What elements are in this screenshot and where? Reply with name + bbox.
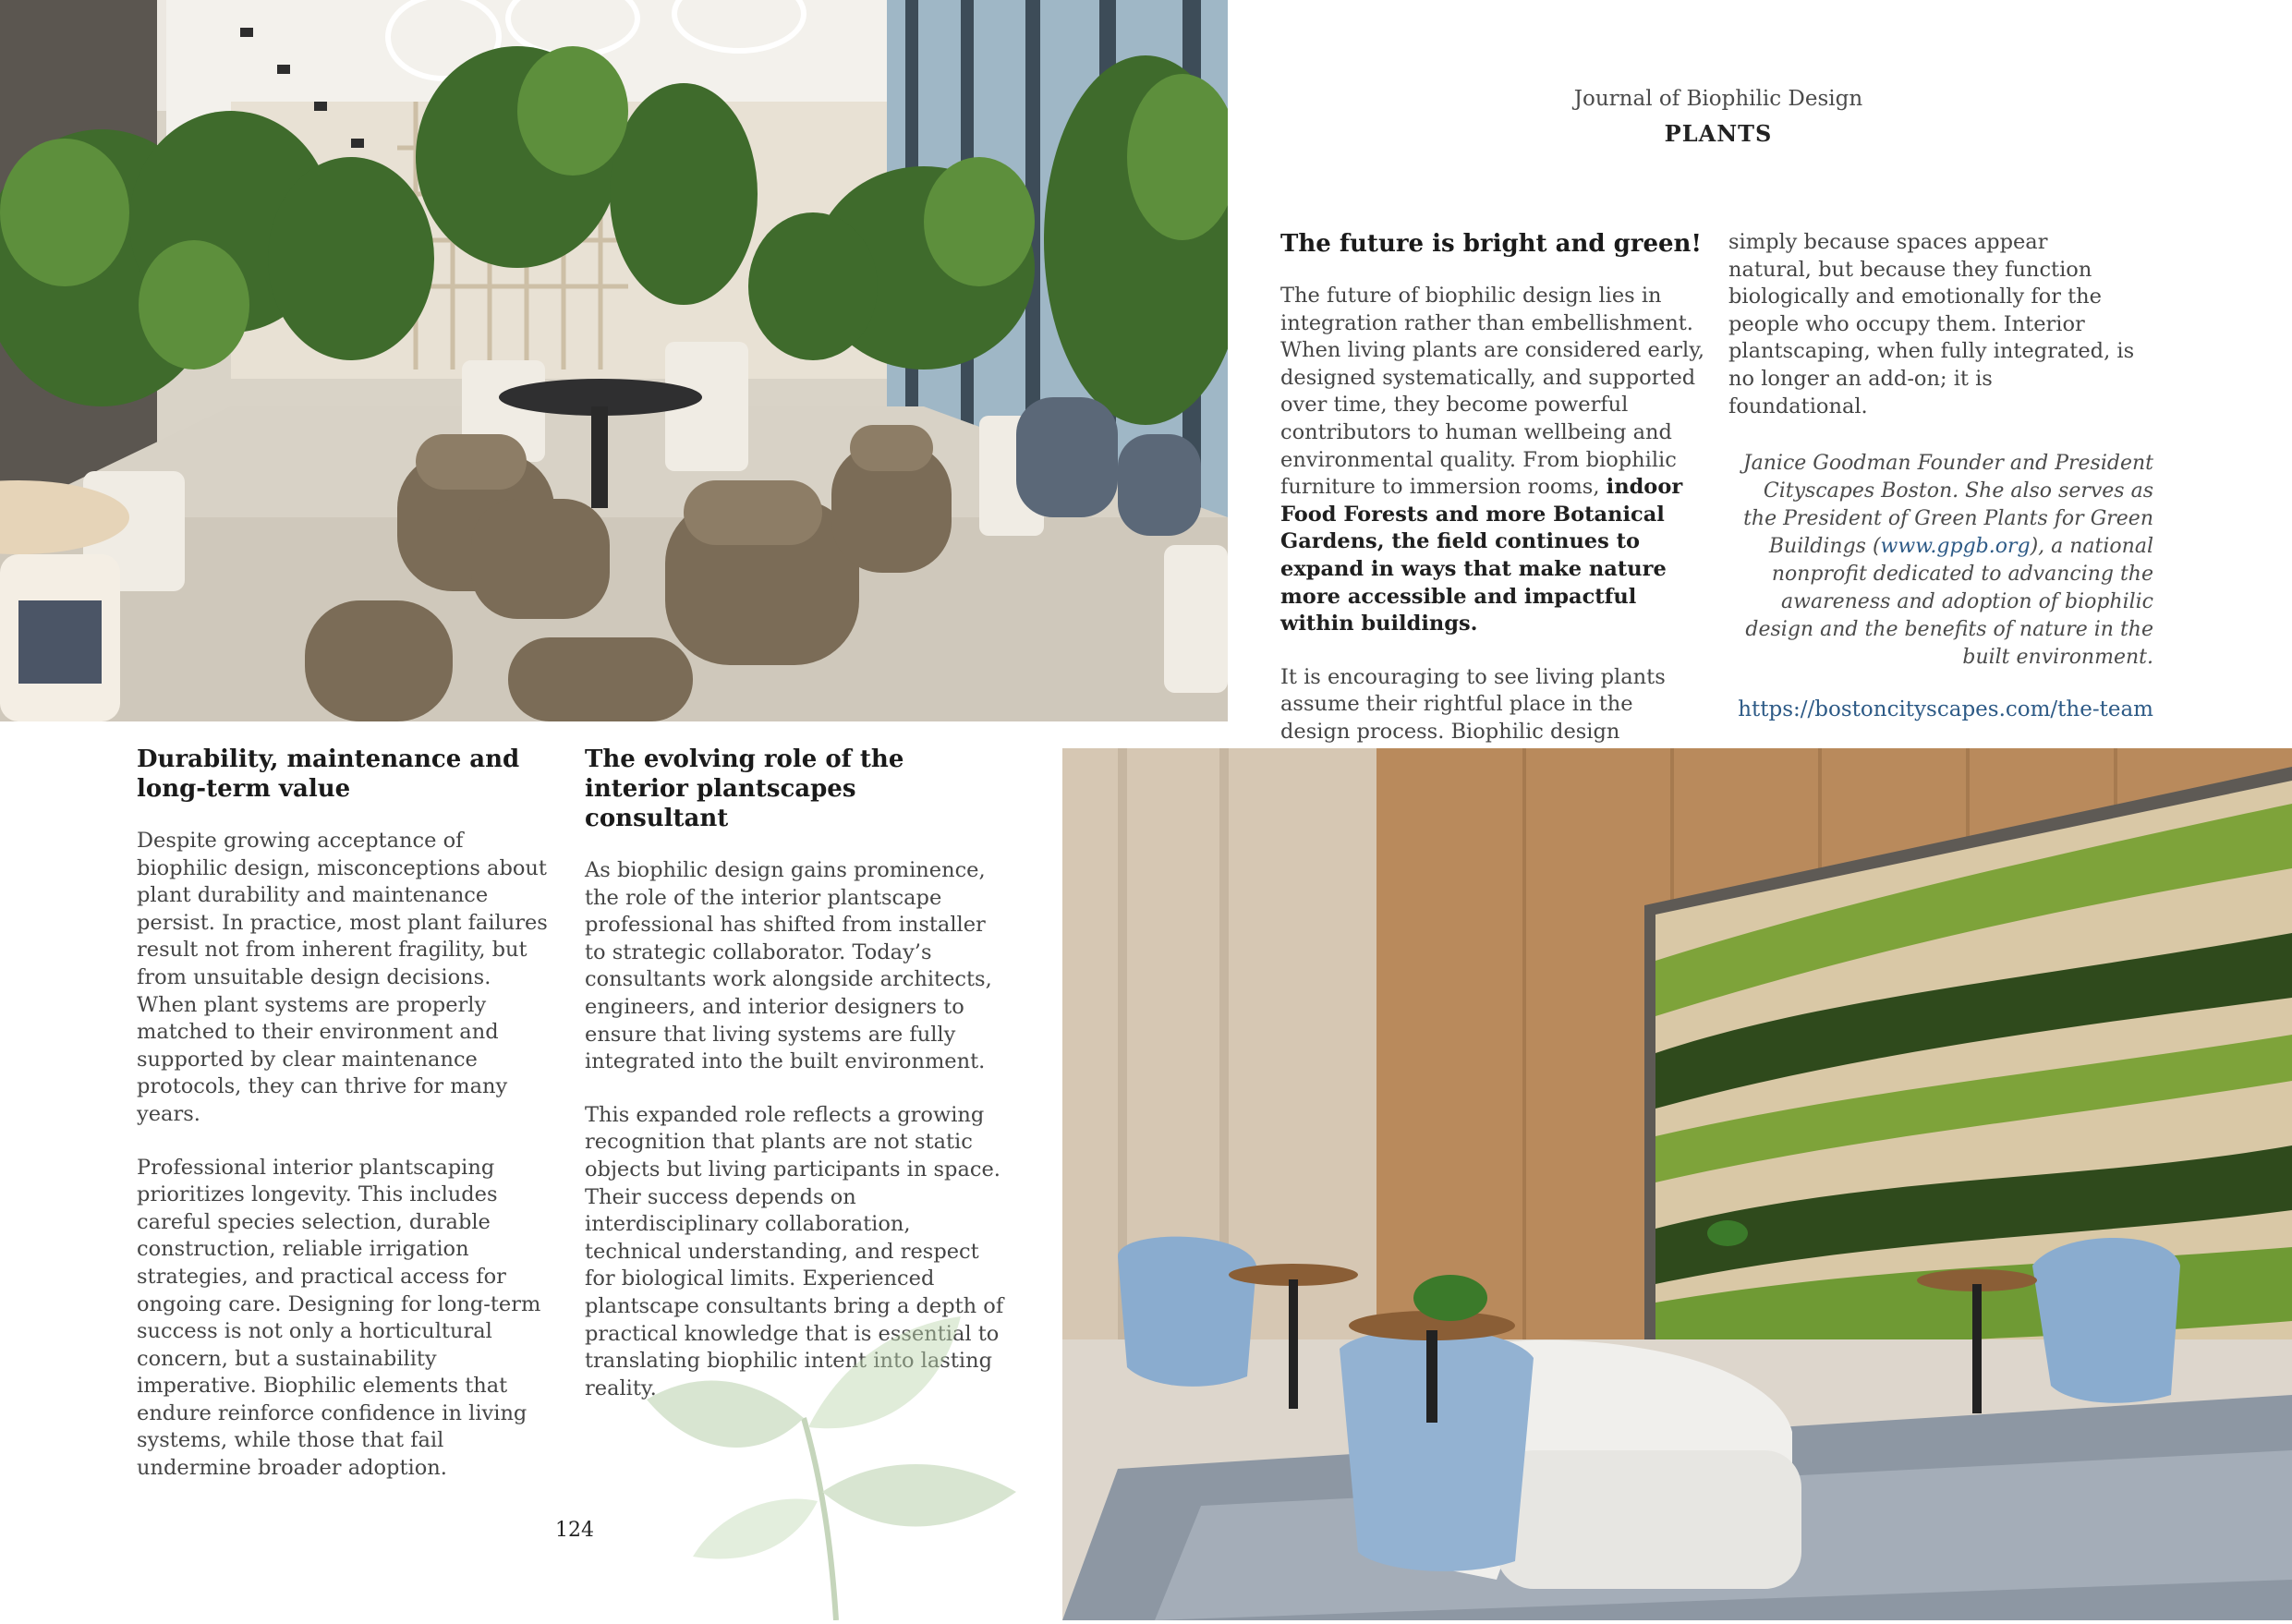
future-heading: The future is bright and green! xyxy=(1280,230,1702,258)
durability-column xyxy=(137,745,557,1509)
journal-title: Journal of Biophilic Design xyxy=(1573,87,1863,111)
moss-wall-photo xyxy=(1062,748,2292,1620)
evolving-heading: The evolving role of the interior plantscapes consultant xyxy=(585,745,904,832)
bio-text-end: ), a national nonprofit dedicated to advancing the awareness and adoption of biophilic design and the benefits of nature in the built environment. xyxy=(1745,535,2153,669)
gpgb-link[interactable]: www.gpgb.org xyxy=(1880,535,2031,558)
durability-heading: Durability, maintenance and long-term value xyxy=(137,745,520,803)
future-column xyxy=(1280,229,1705,799)
leaf-illustration xyxy=(637,1316,1035,1620)
bio-text-start: Janice Goodman Founder and President Cityscapes Boston. She also serves as the President of Green Plants for Green Buildings ( xyxy=(1742,452,2153,558)
future-paragraph-2: It is encouraging to see living plants assume their rightful place in the design process. Biophilic design xyxy=(1280,664,1666,744)
durability-paragraph-1: Despite growing acceptance of biophilic design, misconceptions about plant durability and maintenance persist. In practice, most plant failures result not from inherent fragility, but from unsuitable design decisions. When plant systems are properly matched to their environment and supported by clear maintenance protocols, they can thrive for many years. xyxy=(137,829,548,1126)
team-link[interactable]: https://bostoncityscapes.com/the-team xyxy=(1738,697,2153,721)
future-column-continued xyxy=(1728,229,2135,446)
future-paragraph-2-continued: simply because spaces appear natural, but because they function biologically and emotionally for the people who occupy them. Interior plantscaping, when fully integrated, is no longer an add-on; it is foundational. xyxy=(1728,230,2135,418)
future-paragraph-1-bold: indoor Food Forests and more Botanical Gardens, the field continues to expand in ways that make nature more accessible and impactful within buildings. xyxy=(1280,475,1683,636)
evolving-paragraph-1: As biophilic design gains prominence, the role of the interior plantscape professional has shifted from installer to strategic collaborator. Today’s consultants work alongside architects, engineers, and interior designers to ensure that living systems are fully integrated into the built environment. xyxy=(585,858,992,1074)
page-number: 124 xyxy=(555,1519,594,1542)
durability-paragraph-2: Professional interior plantscaping prioritizes longevity. This includes careful species selection, durable construction, reliable irrigation strategies, and practical access for ongoing care. Designing for long-term success is not only a horticultural concern, but a sustainability imperative. Biophilic elements that endure reinforce confidence in living systems, while those that fail undermine broader adoption. xyxy=(137,1155,541,1481)
section-title: PLANTS xyxy=(1664,120,1773,147)
lounge-photo xyxy=(0,0,1228,721)
future-paragraph-1 xyxy=(1280,283,1705,638)
evolving-paragraph-2: This expanded role reflects a growing recognition that plants are not static objects but living participants in space. Their success depends on interdisciplinary collaboration, technical understanding, and respect for biological limits. Experienced plantscape consultants bring a depth of practical knowledge that is essential to translating biophilic intent into lasting reality. xyxy=(585,1102,1004,1400)
author-bio xyxy=(1737,450,2153,672)
future-paragraph-1-text: The future of biophilic design lies in integration rather than embellishment. When living plants are considered early, designed systematically, and supported over time, they become powerful contributors to human wellbeing and environmental quality. From biophilic furniture to immersion rooms, xyxy=(1280,284,1705,500)
